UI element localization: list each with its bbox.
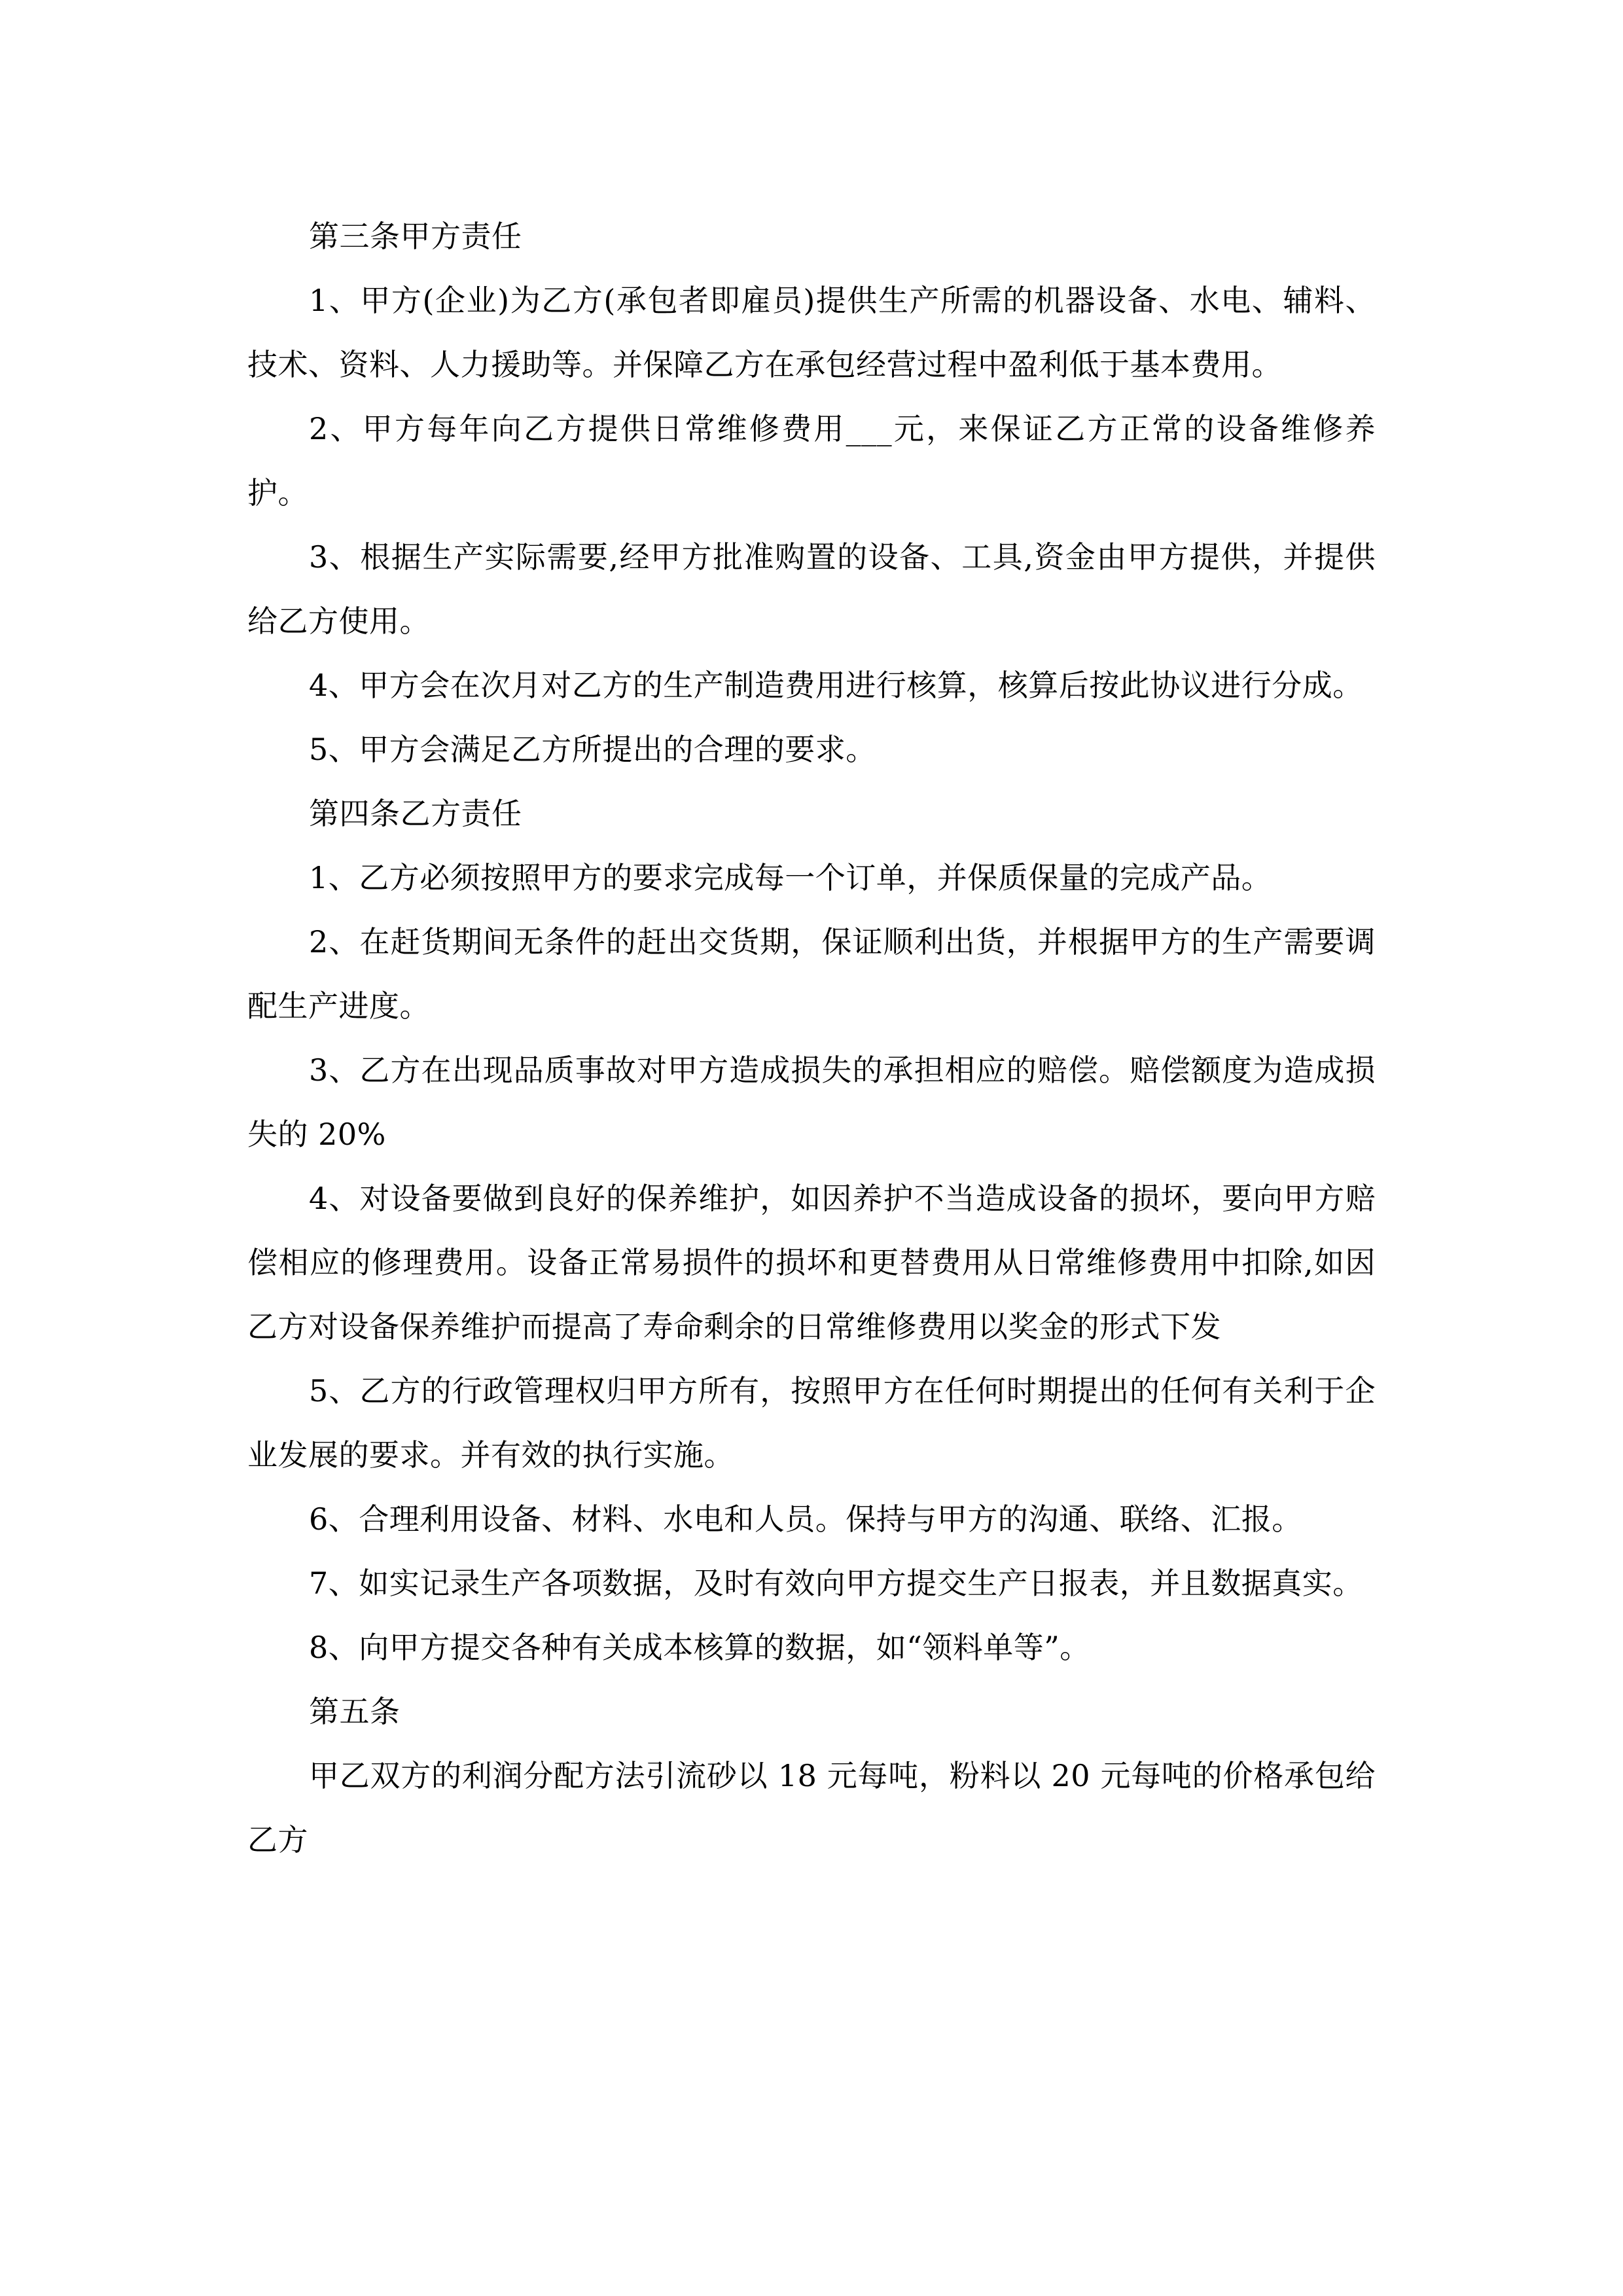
clause-4-4: 4、对设备要做到良好的保养维护，如因养护不当造成设备的损坏，要向甲方赔偿相应的修理费用。设备正常易损件的损坏和更替费用从日常维修费用中扣除,如因乙方对设备保养维护而提高了寿命剩余的日常维修费用以奖金的形式下发 (247, 1181, 1376, 1344)
clause-4-1: 1、乙方必须按照甲方的要求完成每一个订单，并保质保量的完成产品。 (309, 860, 1272, 895)
clause-3-5: 5、甲方会满足乙方所提出的合理的要求。 (309, 732, 876, 767)
clause-4-5: 5、乙方的行政管理权归甲方所有，按照甲方在任何时期提出的任何有关利于企业发展的要求。并有效的执行实施。 (247, 1373, 1376, 1473)
section-heading-5: 第五条 (309, 1694, 401, 1729)
clause-5-profit: 甲乙双方的利润分配方法引流砂以 18 元每吨，粉料以 20 元每吨的价格承包给乙方 (247, 1758, 1376, 1857)
clause-3-2: 2、甲方每年向乙方提供日常维修费用___元，来保证乙方正常的设备维修养护。 (247, 411, 1376, 511)
clause-4-3: 3、乙方在出现品质事故对甲方造成损失的承担相应的赔偿。赔偿额度为造成损失的 20% (247, 1052, 1376, 1152)
section-heading-3: 第三条甲方责任 (309, 219, 522, 254)
section-heading-4: 第四条乙方责任 (309, 796, 522, 831)
document-body (247, 204, 1376, 1872)
clause-3-4: 4、甲方会在次月对乙方的生产制造费用进行核算，核算后按此协议进行分成。 (309, 668, 1363, 703)
clause-3-1: 1、甲方(企业)为乙方(承包者即雇员)提供生产所需的机器设备、水电、辅料、技术、资料、人力援助等。并保障乙方在承包经营过程中盈利低于基本费用。 (247, 283, 1376, 382)
clause-4-2: 2、在赶货期间无条件的赶出交货期，保证顺利出货，并根据甲方的生产需要调配生产进度。 (247, 924, 1376, 1024)
clause-4-7: 7、如实记录生产各项数据，及时有效向甲方提交生产日报表，并且数据真实。 (309, 1566, 1363, 1601)
clause-4-6: 6、合理利用设备、材料、水电和人员。保持与甲方的沟通、联络、汇报。 (309, 1501, 1302, 1537)
clause-4-8: 8、向甲方提交各种有关成本核算的数据，如“领料单等”。 (309, 1630, 1090, 1665)
clause-3-3: 3、根据生产实际需要,经甲方批准购置的设备、工具,资金由甲方提供，并提供给乙方使用。 (247, 539, 1376, 639)
